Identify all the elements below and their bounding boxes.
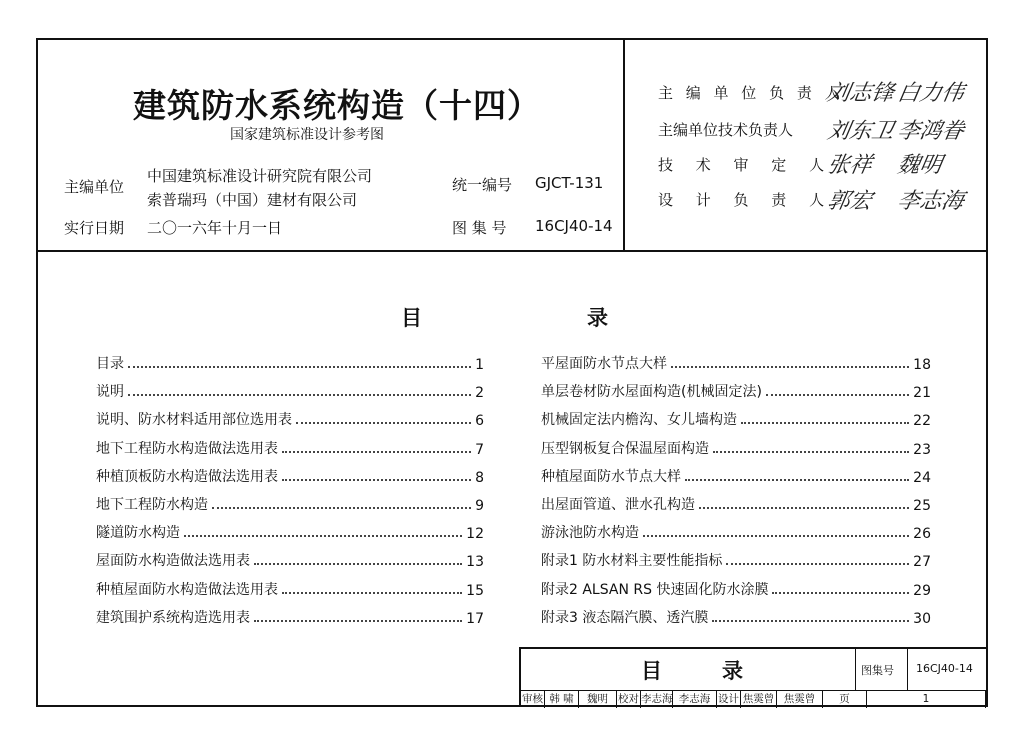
title-block: [519, 647, 986, 707]
toc-entry-title: 说明、防水材料适用部位选用表: [96, 412, 292, 429]
responsible-role-4: 设 计 负 责 人: [658, 191, 834, 209]
toc-entry-page: 22: [913, 413, 931, 430]
toc-leader-dots: [685, 479, 909, 481]
toc-entry-page: 2: [475, 385, 484, 402]
signature-1b: 白力伟: [895, 81, 966, 106]
toc-entry-page: 26: [913, 526, 931, 543]
atlas-subtitle: 国家建筑标准设计参考图: [230, 127, 384, 143]
toc-entry-page: 9: [475, 498, 484, 514]
atlas-no-label: 图 集 号: [452, 219, 507, 237]
toc-entry[interactable]: [541, 492, 931, 514]
toc-leader-dots: [671, 366, 909, 368]
toc-entry-title: 地下工程防水构造做法选用表: [96, 440, 278, 457]
toc-entry[interactable]: [541, 605, 931, 627]
toc-entry-page: 13: [466, 554, 484, 571]
toc-entry-title: 出屋面管道、泄水孔构造: [541, 497, 695, 513]
editor-label: 主编单位: [64, 178, 125, 196]
title-block-cell: 审核: [521, 691, 545, 708]
title-block-cell: 页: [823, 691, 867, 708]
title-block-cell: 焦霙曾: [777, 691, 823, 708]
toc-entry[interactable]: [96, 351, 484, 373]
toc-leader-dots: [128, 366, 471, 368]
toc-entry-title: 附录2 ALSAN RS 快速固化防水涂膜: [541, 581, 769, 598]
toc-leader-dots: [282, 479, 471, 481]
signature-4b: 李志海: [895, 189, 966, 214]
toc-leader-dots: [296, 422, 471, 424]
title-block-cell: 校对: [617, 691, 641, 708]
toc-entry[interactable]: [96, 436, 484, 458]
toc-entry-title: 游泳池防水构造: [541, 525, 639, 542]
toc-heading-left: 目: [401, 306, 422, 330]
header-block: [38, 40, 986, 252]
toc-heading-right: 录: [587, 306, 608, 330]
toc-leader-dots: [184, 535, 462, 537]
toc-entry-title: 单层卷材防水屋面构造(机械固定法): [541, 384, 762, 401]
toc-entry[interactable]: [541, 436, 931, 458]
toc-entry-page: 6: [475, 413, 484, 430]
toc-leader-dots: [128, 394, 471, 396]
title-block-atlas-label: 图集号: [861, 664, 894, 677]
responsible-role-1: 主 编 单 位 负 责 人: [658, 84, 844, 102]
toc-entry[interactable]: [541, 464, 931, 486]
title-block-cell: 李志海: [673, 691, 717, 708]
toc-leader-dots: [699, 507, 909, 509]
date-value: 二〇一六年十月一日: [147, 219, 283, 237]
toc-entry-title: 种植顶板防水构造做法选用表: [96, 468, 278, 485]
toc-entry-page: 27: [913, 554, 931, 571]
unified-no-value: GJCT-131: [535, 174, 604, 192]
editor-unit-1: 中国建筑标准设计研究院有限公司: [147, 167, 373, 185]
title-block-atlas-value: 16CJ40-14: [916, 662, 973, 675]
toc-entry[interactable]: [541, 407, 931, 429]
toc-entry-title: 说明: [96, 384, 124, 401]
title-block-cell: 设计: [717, 691, 741, 708]
toc-entry[interactable]: [96, 548, 484, 570]
title-block-cell: 李志海: [641, 691, 673, 708]
toc-entry-page: 7: [475, 441, 484, 458]
responsible-role-2: 主编单位技术负责人: [658, 121, 794, 139]
toc-entry-page: 18: [913, 357, 931, 373]
toc-entry[interactable]: [541, 520, 931, 542]
toc-entry[interactable]: [96, 464, 484, 486]
toc-leader-dots: [643, 535, 909, 537]
toc-entry[interactable]: [541, 577, 931, 599]
toc-entry-page: 29: [913, 582, 931, 599]
toc-entry-title: 地下工程防水构造: [96, 497, 208, 513]
toc-leader-dots: [254, 563, 462, 565]
toc-entry-page: 1: [475, 357, 484, 373]
title-block-divider: [855, 649, 856, 690]
toc-entry[interactable]: [96, 492, 484, 514]
toc-entry[interactable]: [96, 605, 484, 627]
signature-2a: 刘东卫: [825, 119, 896, 144]
toc-leader-dots: [726, 563, 909, 565]
toc-entry[interactable]: [541, 351, 931, 373]
editor-unit-2: 索普瑞玛（中国）建材有限公司: [147, 191, 358, 209]
atlas-no-value: 16CJ40-14: [535, 217, 613, 235]
toc-entry[interactable]: [96, 577, 484, 599]
atlas-title: 建筑防水系统构造（十四）: [133, 86, 541, 125]
toc-leader-dots: [766, 394, 909, 396]
toc-leader-dots: [741, 422, 909, 424]
signature-3b: 魏明: [895, 153, 944, 178]
signature-2b: 李鸿眷: [895, 119, 966, 144]
date-label: 实行日期: [64, 219, 125, 237]
toc-entry-title: 机械固定法内檐沟、女儿墙构造: [541, 412, 737, 429]
toc-entry-page: 30: [913, 610, 931, 627]
signature-3a: 张祥: [825, 153, 874, 178]
signature-1a: 刘志锋: [825, 81, 896, 106]
toc-entry-title: 附录1 防水材料主要性能指标: [541, 553, 723, 570]
toc-entry-page: 24: [913, 469, 931, 486]
toc-entry-title: 种植屋面防水节点大样: [541, 468, 681, 485]
toc-leader-dots: [772, 592, 909, 594]
title-block-divider-2: [907, 649, 908, 690]
toc-leader-dots: [713, 451, 909, 453]
toc-entry-title: 隧道防水构造: [96, 525, 180, 542]
title-block-title: 目录: [641, 659, 803, 683]
toc-entry-page: 17: [466, 610, 484, 627]
toc-entry-title: 屋面防水构造做法选用表: [96, 553, 250, 570]
toc-entry[interactable]: [96, 379, 484, 401]
toc-entry-page: 21: [913, 385, 931, 402]
title-block-cell: 韩 啸: [545, 691, 579, 708]
toc-entry-title: 压型钢板复合保温屋面构造: [541, 440, 709, 457]
toc-leader-dots: [282, 451, 471, 453]
toc-entry[interactable]: [541, 379, 931, 401]
signature-4a: 郭宏: [825, 189, 874, 214]
toc-entry-title: 建筑围护系统构造选用表: [96, 609, 250, 626]
unified-no-label: 统一编号: [452, 176, 513, 194]
toc-entry-page: 8: [475, 469, 484, 486]
toc-entry-title: 平屋面防水节点大样: [541, 356, 667, 372]
responsible-role-3: 技 术 审 定 人: [658, 156, 834, 174]
toc-entry-page: 15: [466, 582, 484, 599]
title-block-cell: 魏明: [579, 691, 617, 708]
toc-entry-title: 目录: [96, 356, 124, 372]
header-divider: [623, 40, 625, 250]
drawing-frame: [36, 38, 988, 707]
toc-entry-page: 23: [913, 441, 931, 458]
toc-leader-dots: [282, 592, 462, 594]
title-block-cell: 1: [867, 691, 986, 708]
toc-entry[interactable]: [541, 548, 931, 570]
toc-entry-page: 25: [913, 498, 931, 514]
toc-entry[interactable]: [96, 407, 484, 429]
toc-leader-dots: [254, 620, 462, 622]
toc-entry-page: 12: [466, 526, 484, 543]
toc-leader-dots: [712, 620, 909, 622]
title-block-cell: 焦霙曾: [741, 691, 777, 708]
toc-entry[interactable]: [96, 520, 484, 542]
toc-leader-dots: [212, 507, 471, 509]
toc-entry-title: 种植屋面防水构造做法选用表: [96, 581, 278, 598]
toc-entry-title: 附录3 液态隔汽膜、透汽膜: [541, 609, 709, 626]
